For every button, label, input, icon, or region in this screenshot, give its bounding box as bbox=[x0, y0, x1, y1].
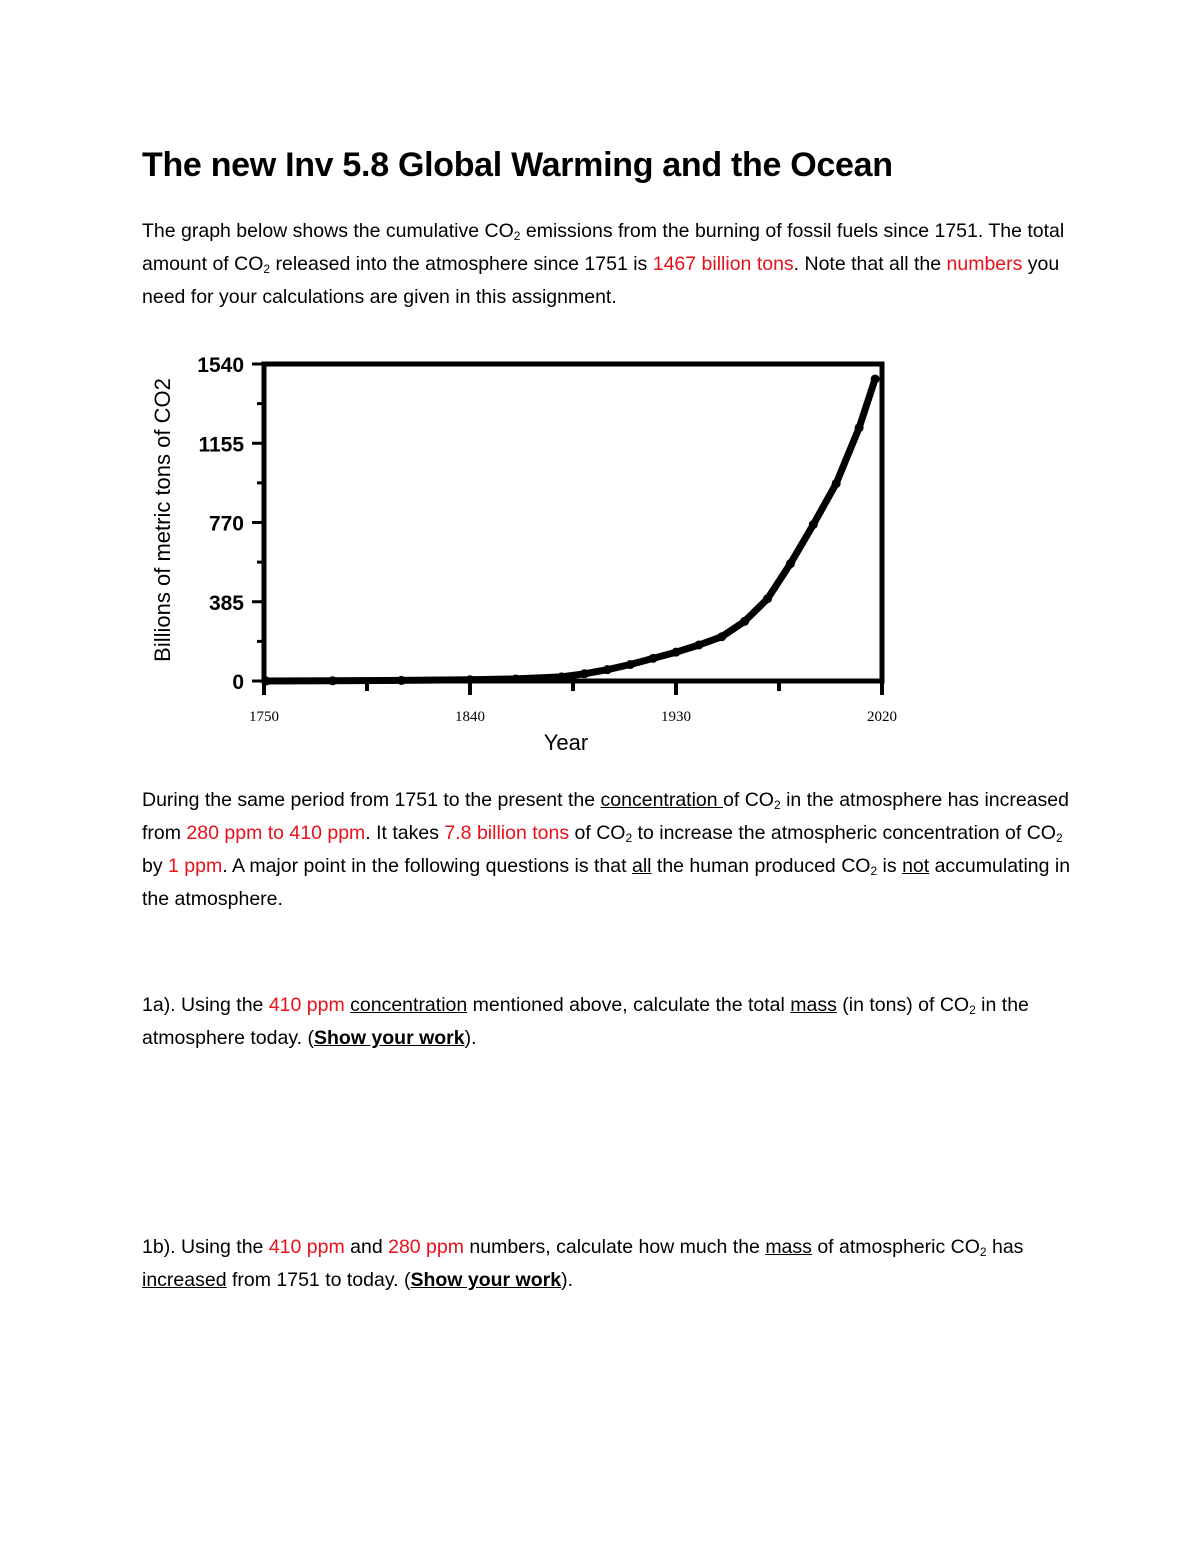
all-underline: all bbox=[631, 855, 652, 877]
data-point bbox=[328, 676, 337, 685]
ppm-410-value: 410 ppm bbox=[268, 994, 345, 1016]
page-title: The new Inv 5.8 Global Warming and the Ocean bbox=[142, 146, 893, 184]
data-point bbox=[262, 677, 271, 686]
x-tick-label: 1750 bbox=[249, 709, 279, 725]
x-tick-label: 1840 bbox=[455, 709, 485, 725]
show-work-instruction: Show your work bbox=[410, 1269, 562, 1291]
data-point bbox=[397, 676, 406, 685]
data-point bbox=[740, 617, 749, 626]
ppm-range-value: 280 ppm to 410 ppm bbox=[186, 822, 366, 844]
data-point bbox=[786, 559, 795, 568]
data-point bbox=[763, 594, 772, 603]
y-axis-title: Billions of metric tons of CO2 bbox=[150, 378, 175, 662]
y-tick-label: 1155 bbox=[198, 433, 244, 457]
data-point bbox=[855, 423, 864, 432]
data-point bbox=[871, 375, 880, 384]
data-point bbox=[580, 669, 589, 678]
cumulative-co2-chart bbox=[140, 345, 920, 765]
question-1a: 1a). Using the 410 ppm concentration mentioned above, calculate the total mass (in tons) of $CO_2$ in the atmosphere today. (Show your work). bbox=[142, 994, 1029, 1049]
data-point bbox=[557, 672, 566, 681]
not-underline: not bbox=[902, 855, 930, 877]
data-point bbox=[694, 640, 703, 649]
question-1b: 1b). Using the 410 ppm and 280 ppm numbers, calculate how much the mass of atmospheric $CO_2$ has increased from 1751 to today. (Show your work). bbox=[142, 1236, 1024, 1291]
y-tick-label: 0 bbox=[232, 671, 244, 694]
tons-per-ppm-value: 7.8 billion tons bbox=[444, 822, 570, 844]
y-tick-label: 770 bbox=[208, 512, 244, 536]
total-emissions-value: 1467 billion tons bbox=[652, 253, 794, 275]
data-point bbox=[809, 520, 818, 529]
x-tick-label: 2020 bbox=[867, 709, 897, 725]
x-axis-title: Year bbox=[543, 730, 589, 755]
data-point bbox=[832, 479, 841, 488]
plot-frame bbox=[264, 364, 882, 681]
y-tick-label: 385 bbox=[208, 591, 244, 615]
y-tick-label: 1540 bbox=[197, 354, 244, 377]
concentration-paragraph: During the same period from 1751 to the present the concentration of $CO_2$ in the atmosphere has increased from 280 ppm to 410 ppm. It takes 7.8 billion tons of $CO_2$ to increase the atmospheric concentration of $CO_2$ by 1 ppm. A major point in the following questions is that all the human produced $CO_2$ is not accumulating in the atmosphere. bbox=[142, 789, 1071, 910]
intro-paragraph: The graph below shows the cumulative $CO_2$ emissions from the burning of fossil fuels since 1751. The total amount of $CO_2$ released into the atmosphere since 1751 is 1467 billion tons. Note that all the numbers you need for your calculations are given in this assignment. bbox=[142, 220, 1065, 308]
data-point bbox=[649, 654, 658, 663]
one-ppm-value: 1 ppm bbox=[168, 855, 223, 877]
co2-emissions-line bbox=[266, 379, 875, 681]
data-point bbox=[603, 665, 612, 674]
show-work-instruction: Show your work bbox=[313, 1027, 465, 1049]
concentration-underline: concentration bbox=[600, 789, 724, 811]
data-point bbox=[626, 660, 635, 669]
numbers-highlight: numbers bbox=[946, 253, 1023, 275]
ppm-280-value: 280 ppm bbox=[388, 1236, 464, 1258]
data-point bbox=[466, 675, 475, 684]
data-point bbox=[511, 674, 520, 683]
ppm-410-value: 410 ppm bbox=[268, 1236, 345, 1258]
data-point bbox=[717, 632, 726, 641]
data-point bbox=[672, 648, 681, 657]
x-tick-label: 1930 bbox=[661, 709, 691, 725]
